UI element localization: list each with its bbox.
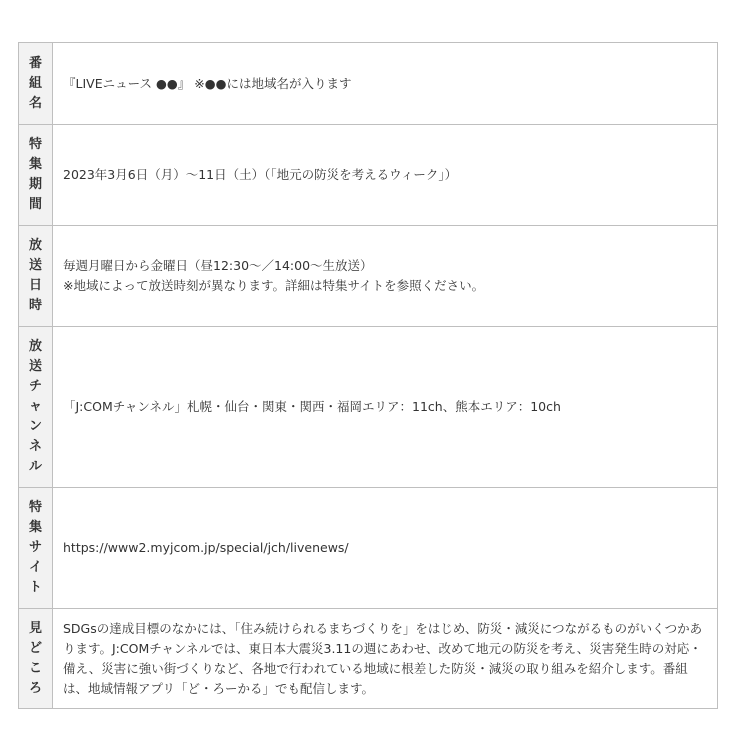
label-char: 期 [28, 177, 42, 192]
label-char: サ [28, 540, 42, 555]
label-char: 集 [28, 520, 42, 535]
label-broadcast-time [19, 226, 53, 327]
row-broadcast-time [19, 226, 718, 327]
label-char: 放 [28, 238, 42, 253]
label-char: ル [28, 459, 42, 474]
row-feature-site [19, 488, 718, 609]
label-char: ト [28, 580, 42, 595]
value-broadcast-channel [53, 327, 718, 488]
label-char: ネ [28, 439, 42, 454]
label-highlights [19, 609, 53, 709]
value-broadcast-time [53, 226, 718, 327]
feature-period-text: 2023年3月6日（月）～11日（土）（「地元の防災を考えるウィーク」） [63, 167, 458, 182]
label-char: イ [28, 560, 42, 575]
program-info-table [18, 42, 718, 709]
label-broadcast-channel [19, 327, 53, 488]
program-name-text: 『LIVEニュース ●●』 ※●●には地域名が入ります [63, 75, 352, 91]
broadcast-time-text: 毎週月曜日から金曜日（昼12:30～／14:00～生放送） [63, 258, 373, 273]
label-char: 特 [28, 137, 42, 152]
row-highlights [19, 609, 718, 709]
label-char: ン [28, 419, 42, 434]
label-char: 時 [28, 298, 42, 313]
feature-site-url[interactable]: https://www2.myjcom.jp/special/jch/livenews/ [63, 540, 349, 555]
label-char: ろ [28, 680, 42, 696]
label-char: 送 [28, 258, 42, 273]
label-char: こ [28, 660, 42, 676]
label-program-name [19, 43, 53, 125]
broadcast-time-note: ※地域によって放送時刻が異なります。詳細は特集サイトを参照ください。 [63, 278, 485, 293]
label-char: ど [28, 640, 42, 656]
highlights-text: SDGsの達成目標のなかには、「住み続けられるまちづくりを」をはじめ、防災・減災につながるものがいくつかあります。J:COMチャンネルでは、東日本大震災3.11の週にあわせ、改めて地元の防災を考え、災害発生時の対応・備え、災害に強い街づくりなど、各地で行われている地域に根差した防災・減災の取り組みを紹介します。番組は、地域情報アプリ「ど・ろーかる」でも配信します。 [63, 620, 703, 696]
label-char: 放 [28, 339, 42, 354]
value-feature-period [53, 125, 718, 226]
label-char: 集 [28, 157, 42, 172]
label-char: 日 [28, 278, 42, 293]
label-char: 名 [28, 95, 42, 111]
label-char: 組 [28, 75, 42, 91]
label-char: 見 [28, 620, 42, 636]
value-feature-site [53, 488, 718, 609]
label-char: ャ [28, 399, 42, 414]
broadcast-channel-text: 「J:COMチャンネル」札幌・仙台・関東・関西・福岡エリア：11ch、熊本エリア：10ch [63, 399, 561, 414]
row-program-name [19, 43, 718, 125]
label-feature-site [19, 488, 53, 609]
label-char: 送 [28, 359, 42, 374]
label-feature-period [19, 125, 53, 226]
label-char: チ [28, 379, 42, 394]
value-highlights [53, 609, 718, 709]
label-char: 特 [28, 500, 42, 515]
label-char: 間 [28, 197, 42, 212]
row-feature-period [19, 125, 718, 226]
row-broadcast-channel [19, 327, 718, 488]
label-char: 番 [28, 55, 42, 71]
value-program-name [53, 43, 718, 125]
